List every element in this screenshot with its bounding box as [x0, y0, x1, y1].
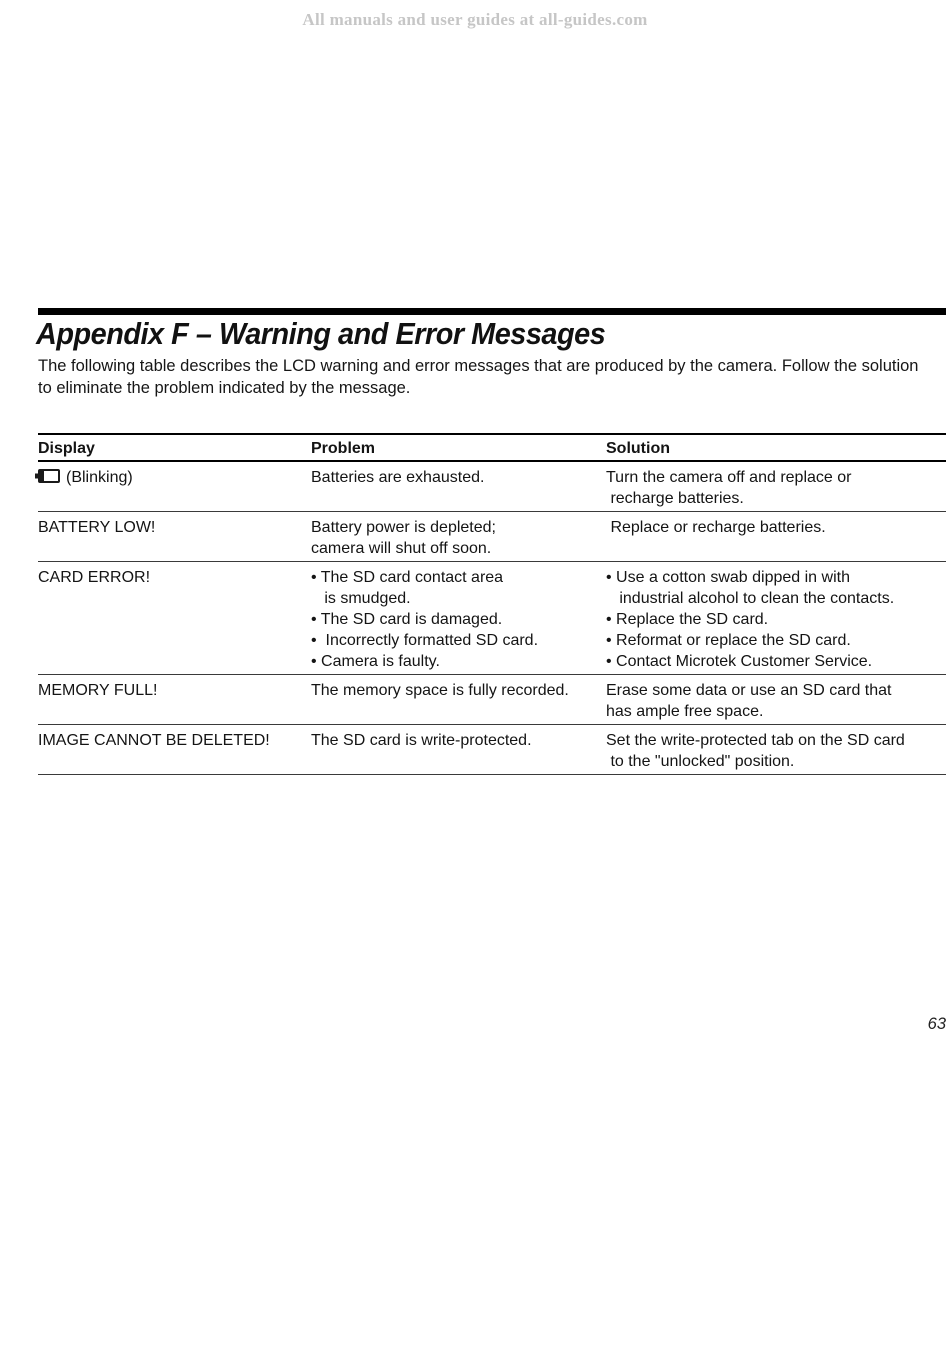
table-row	[38, 562, 946, 675]
warning-error-table	[38, 433, 946, 775]
problem-cell	[311, 567, 606, 672]
cell-line: The SD card is write-protected.	[311, 732, 532, 749]
cell-line: Erase some data or use an SD card that	[606, 682, 892, 699]
battery-icon	[38, 469, 60, 483]
cell-line	[38, 467, 311, 488]
solution-cell	[606, 567, 946, 672]
cell-line: Battery power is depleted;	[311, 519, 496, 536]
cell-line: • The SD card contact area	[311, 569, 504, 586]
display-cell	[38, 517, 311, 559]
intro-paragraph: The following table describes the LCD warning and error messages that are produced by the camera. Follow the solution to eliminate the problem indicated by the message.	[38, 357, 919, 397]
problem-cell	[311, 517, 606, 559]
cell-line	[38, 680, 311, 701]
table-row	[38, 462, 946, 512]
table-body	[38, 462, 946, 775]
title-divider-rule	[38, 308, 946, 315]
cell-line: Set the write-protected tab on the SD card	[606, 732, 905, 749]
display-cell	[38, 467, 311, 509]
cell-line: Replace or recharge batteries.	[606, 519, 826, 536]
cell-line: • The SD card is damaged.	[311, 611, 503, 628]
watermark-text: All manuals and user guides at all-guides.com	[302, 10, 648, 29]
table-row	[38, 675, 946, 725]
cell-line: Turn the camera off and replace or	[606, 469, 852, 486]
table-row	[38, 725, 946, 775]
display-cell	[38, 680, 311, 722]
cell-line: industrial alcohol to clean the contacts.	[606, 590, 895, 607]
cell-line	[38, 730, 311, 751]
problem-cell	[311, 680, 606, 722]
cell-line: • Incorrectly formatted SD card.	[311, 632, 539, 649]
column-header-problem: Problem	[311, 440, 376, 457]
page-number: 63	[927, 1015, 946, 1033]
table-row	[38, 512, 946, 562]
cell-line: to the "unlocked" position.	[606, 753, 795, 770]
display-cell	[38, 730, 311, 772]
display-text: (Blinking)	[66, 469, 133, 486]
cell-line: • Reformat or replace the SD card.	[606, 632, 851, 649]
cell-line: is smudged.	[311, 590, 411, 607]
cell-line: The memory space is fully recorded.	[311, 682, 569, 699]
solution-cell	[606, 730, 946, 772]
table-header-row	[38, 433, 946, 462]
column-header-display: Display	[38, 440, 95, 457]
cell-line: camera will shut off soon.	[311, 540, 492, 557]
display-cell	[38, 567, 311, 672]
display-text: BATTERY LOW!	[38, 519, 156, 536]
problem-cell	[311, 730, 606, 772]
solution-cell	[606, 467, 946, 509]
display-text: MEMORY FULL!	[38, 682, 158, 699]
solution-cell	[606, 680, 946, 722]
problem-cell	[311, 467, 606, 509]
cell-line	[38, 567, 311, 588]
display-text: CARD ERROR!	[38, 569, 151, 586]
cell-line: Batteries are exhausted.	[311, 469, 485, 486]
cell-line: recharge batteries.	[606, 490, 744, 507]
cell-line	[38, 517, 311, 538]
solution-cell	[606, 517, 946, 559]
page-title: Appendix F – Warning and Error Messages	[36, 316, 606, 351]
display-text: IMAGE CANNOT BE DELETED!	[38, 732, 270, 749]
cell-line: has ample free space.	[606, 703, 764, 720]
cell-line: • Camera is faulty.	[311, 653, 440, 670]
cell-line: • Replace the SD card.	[606, 611, 769, 628]
cell-line: • Use a cotton swab dipped in with	[606, 569, 850, 586]
cell-line: • Contact Microtek Customer Service.	[606, 653, 873, 670]
column-header-solution: Solution	[606, 440, 670, 457]
